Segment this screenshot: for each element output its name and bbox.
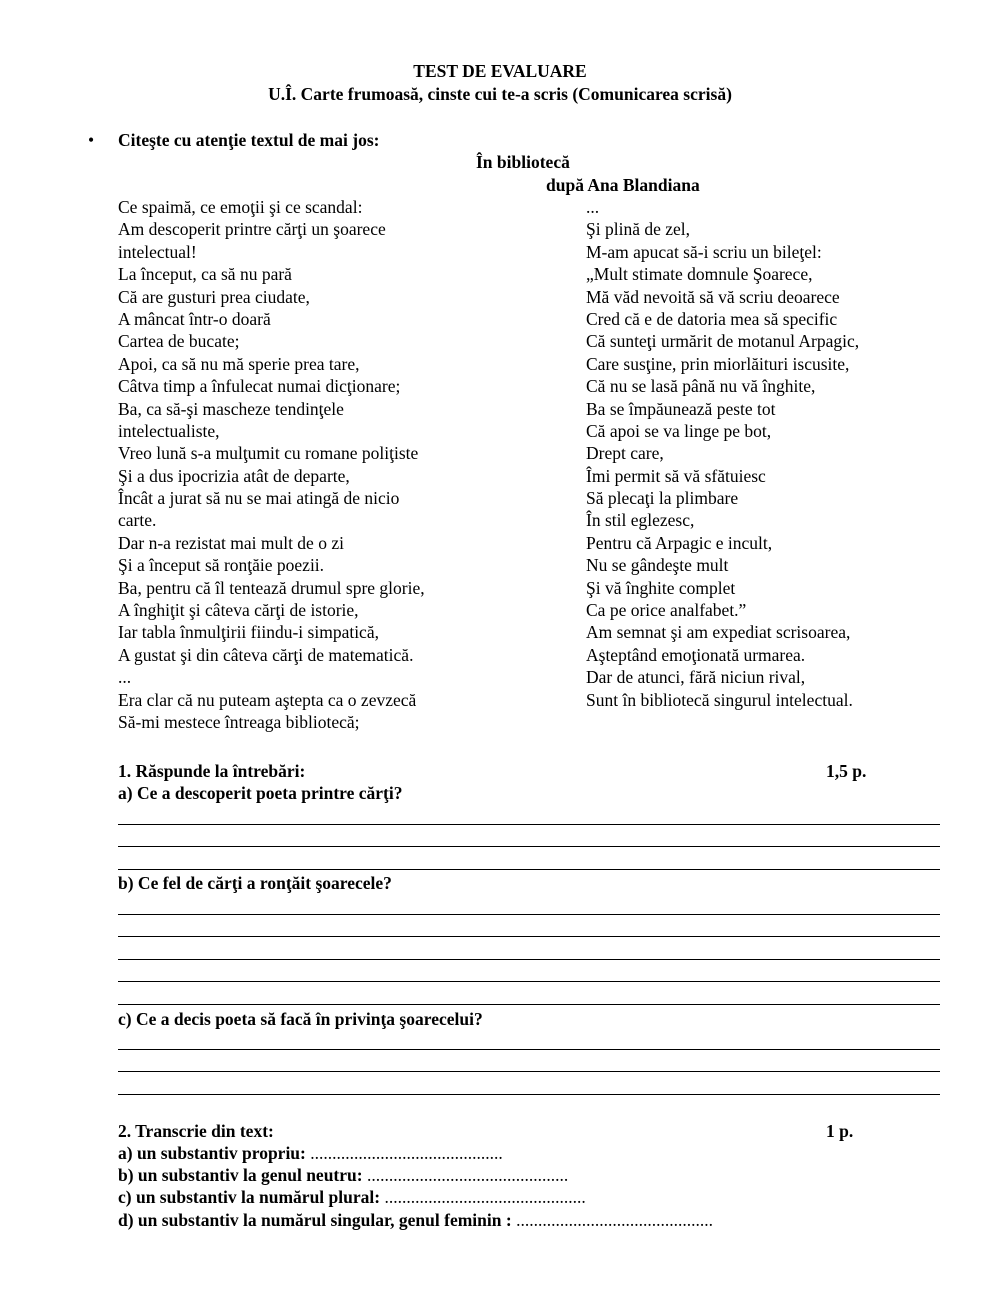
poem-line: Să-mi mestece întreaga bibliotecă; xyxy=(118,711,360,732)
answer-line[interactable] xyxy=(118,802,940,825)
question-1b: b) Ce fel de cărţi a ronţăit şoarecele? xyxy=(118,873,392,893)
bullet-icon: • xyxy=(88,130,95,150)
poem-line: Iar tabla înmulţirii fiindu-i simpatică, xyxy=(118,622,379,643)
answer-line[interactable] xyxy=(118,1050,940,1073)
poem-line: Dar de atunci, fără niciun rival, xyxy=(586,667,806,688)
question-2b-label: b) un substantiv la genul neutru: xyxy=(118,1165,363,1185)
answer-line[interactable] xyxy=(118,982,940,1005)
poem-line: Care susţine, prin miorlăituri iscusite, xyxy=(586,353,850,374)
poem-line: Ca pe orice analfabet.” xyxy=(586,600,747,621)
poem-line: Am descoperit printre cărţi un şoarece xyxy=(118,219,386,240)
answer-lines-1c[interactable] xyxy=(118,1027,940,1095)
poem-line: Mă văd nevoită să vă scriu deoarece xyxy=(586,286,840,307)
poem-line: Îmi permit să vă sfătuiesc xyxy=(586,465,766,486)
poem-line: Şi plină de zel, xyxy=(586,219,691,240)
question-2c-row xyxy=(118,1186,586,1208)
poem-line: Că nu se lasă până nu vă înghite, xyxy=(586,376,816,397)
poem-line: Vreo lună s-a mulţumit cu romane poliţiste xyxy=(118,443,419,464)
question-2d-row xyxy=(118,1209,713,1231)
poem-line: Dar n-a rezistat mai mult de o zi xyxy=(118,532,344,553)
answer-lines-1a[interactable] xyxy=(118,802,940,870)
poem-line: Apoi, ca să nu mă sperie prea tare, xyxy=(118,353,360,374)
poem-right-column xyxy=(586,196,859,711)
poem-line: intelectual! xyxy=(118,241,197,262)
poem-line: intelectualiste, xyxy=(118,420,220,441)
poem-line: Ba se împăunează peste tot xyxy=(586,398,776,419)
poem-line: Sunt în bibliotecă singurul intelectual. xyxy=(586,689,853,710)
poem-line: Că sunteţi urmărit de motanul Arpagic, xyxy=(586,331,860,352)
answer-line[interactable] xyxy=(118,847,940,870)
answer-line[interactable] xyxy=(118,960,940,983)
poem-line: Ba, pentru că îl tentează drumul spre glorie, xyxy=(118,577,425,598)
poem-line: carte. xyxy=(118,510,157,531)
poem-line: La început, ca să nu pară xyxy=(118,264,292,285)
question-1a: a) Ce a descoperit poeta printre cărţi? xyxy=(118,783,403,803)
question-2b-row xyxy=(118,1164,568,1186)
question-2-title: 2. Transcrie din text: xyxy=(118,1121,274,1141)
question-2d-blank[interactable]: ............................................. xyxy=(516,1210,713,1230)
poem-line: „Mult stimate domnule Şoarece, xyxy=(586,264,813,285)
poem-line: Era clar că nu puteam aştepta ca o zevzecă xyxy=(118,689,417,710)
poem-line: A gustat şi din câteva cărţi de matematică. xyxy=(118,644,414,665)
poem-line: A înghiţit şi câteva cărţi de istorie, xyxy=(118,600,359,621)
page-title: TEST DE EVALUARE xyxy=(413,61,587,81)
question-1c: c) Ce a decis poeta să facă în privinţa şoarecelui? xyxy=(118,1009,483,1029)
poem-line: Şi a dus ipocrizia atât de departe, xyxy=(118,465,350,486)
poem-line: Şi a început să ronţăie poezii. xyxy=(118,555,325,576)
question-2c-blank[interactable]: .............................................. xyxy=(384,1187,586,1207)
poem-line: A mâncat într-o doară xyxy=(118,308,271,329)
question-2a-blank[interactable]: ............................................ xyxy=(310,1143,503,1163)
question-1-title: 1. Răspunde la întrebări: xyxy=(118,761,306,781)
question-2b-blank[interactable]: .............................................. xyxy=(366,1165,569,1185)
poem-line: Ce spaimă, ce emoţii şi ce scandal: xyxy=(118,197,363,217)
answer-line[interactable] xyxy=(118,825,940,848)
poem-line: Ba, ca să-şi mascheze tendinţele xyxy=(118,398,344,419)
poem-line: Că apoi se va linge pe bot, xyxy=(586,420,772,441)
poem-left-column xyxy=(118,196,425,733)
poem-line: Să plecaţi la plimbare xyxy=(586,488,739,509)
question-2d-label: d) un substantiv la numărul singular, genul feminin : xyxy=(118,1210,512,1230)
poem-line: Am semnat şi am expediat scrisoarea, xyxy=(586,622,851,643)
poem-line: Şi vă înghite complet xyxy=(586,577,736,598)
question-2a-row xyxy=(118,1142,503,1164)
question-2a-label: a) un substantiv propriu: xyxy=(118,1143,306,1163)
question-1-points: 1,5 p. xyxy=(826,761,867,781)
poem-line: Pentru că Arpagic e incult, xyxy=(586,532,773,553)
poem-line: Nu se gândeşte mult xyxy=(586,555,729,576)
poem-line: Că are gusturi prea ciudate, xyxy=(118,286,310,307)
poem-line: Cartea de bucate; xyxy=(118,331,240,352)
poem-line: ... xyxy=(586,197,600,217)
poem-line: Câtva timp a înfulecat numai dicţionare; xyxy=(118,376,401,397)
answer-line[interactable] xyxy=(118,937,940,960)
question-2-points: 1 p. xyxy=(826,1121,854,1141)
answer-line[interactable] xyxy=(118,1027,940,1050)
poem-line: Cred că e de datoria mea să specific xyxy=(586,308,838,329)
answer-line[interactable] xyxy=(118,892,940,915)
poem-line: Aşteptând emoţionată urmarea. xyxy=(586,644,806,665)
poem-author: după Ana Blandiana xyxy=(546,175,700,195)
question-2c-label: c) un substantiv la numărul plural: xyxy=(118,1187,381,1207)
answer-line[interactable] xyxy=(118,1072,940,1095)
poem-line: Încât a jurat să nu se mai atingă de nicio xyxy=(118,488,400,509)
poem-line: În stil eglezesc, xyxy=(586,510,695,531)
poem-line: M-am apucat să-i scriu un bileţel: xyxy=(586,241,822,262)
poem-title: În bibliotecă xyxy=(476,152,570,172)
poem-line: ... xyxy=(118,667,132,688)
instruction-text: Citeşte cu atenţie textul de mai jos: xyxy=(118,130,380,150)
page-subtitle: U.Î. Carte frumoasă, cinste cui te-a scris (Comunicarea scrisă) xyxy=(268,84,732,104)
answer-lines-1b[interactable] xyxy=(118,892,940,1005)
answer-line[interactable] xyxy=(118,915,940,938)
poem-line: Drept care, xyxy=(586,443,664,464)
